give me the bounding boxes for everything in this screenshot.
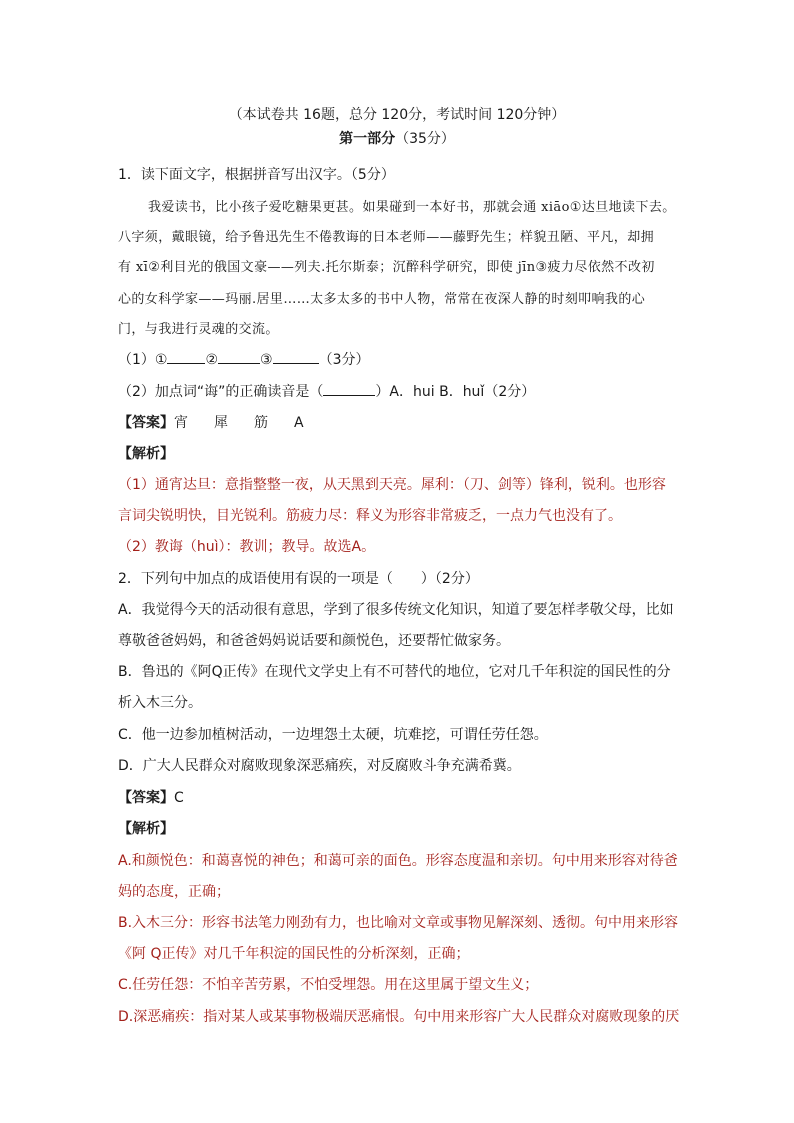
q2-analysis-line: C.任劳任怨：不怕辛苦劳累，不怕受埋怨。用在这里属于望文生义； [118, 977, 539, 993]
answer-blank-2[interactable] [218, 351, 260, 364]
q1-sub1-mark3: ③ [260, 352, 273, 368]
q2-answer [118, 787, 184, 807]
part-title-label: 第一部分 [339, 131, 396, 147]
answer-blank-4[interactable] [323, 383, 375, 396]
answer-value: 宵 [174, 415, 188, 431]
analysis-tag: 【解析】 [118, 446, 174, 462]
q1-analysis-line: 言词尖锐明快，目光锐利。筋疲力尽：释义为形容非常疲乏，一点力气也没有了。 [118, 508, 622, 524]
analysis-tag: 【解析】 [118, 821, 174, 837]
q2-option-line: C．他一边参加植树活动，一边埋怨土太硬，坑难挖，可谓任劳任怨。 [118, 727, 548, 743]
exam-info-note: （本试卷共 16题，总分 120分，考试时间 120分钟） [228, 107, 566, 123]
q1-sub1-prefix: （1）① [118, 352, 168, 368]
q2-analysis-line: A.和颜悦色：和蔼喜悦的神色；和蔼可亲的面色。形容态度温和亲切。句中用来形容对待爸 [118, 853, 678, 869]
q2-analysis-line: B.入木三分：形容书法笔力刚劲有力，也比喻对文章或事物见解深刻、透彻。句中用来形容 [118, 915, 679, 931]
q2-analysis-line: D.深恶痛疾：指对某人或某事物极端厌恶痛恨。句中用来形容广大人民群众对腐败现象的厌 [118, 1009, 680, 1025]
q1-passage-line: 有 xī②利目光的俄国文豪——列夫.托尔斯泰；沉醉科学研究，即使 jīn③疲力尽依然不改初 [118, 260, 655, 275]
q1-sub1-mark2: ② [205, 352, 219, 368]
q2-option-line: 析入木三分。 [118, 695, 202, 711]
answer-value: 犀 [214, 415, 228, 431]
q1-sub2-prefix: （2）加点词“诲”的正确读音是（ [118, 384, 324, 400]
q2-option-line: D．广大人民群众对腐败现象深恶痛疾，对反腐败斗争充满希冀。 [118, 758, 521, 774]
q1-sub1-score: （3分） [318, 352, 370, 368]
q2-option-line: A．我觉得今天的活动很有意思，学到了很多传统文化知识，知道了要怎样孝敬父母，比如 [118, 602, 674, 618]
q1-passage-line: 心的女科学家——玛丽.居里……太多太多的书中人物，常常在夜深人静的时刻叩响我的心 [118, 292, 646, 307]
q2-analysis-line: 《阿 Q正传》对几千年积淀的国民性的分析深刻，正确； [118, 946, 470, 962]
answer-value: C [174, 790, 184, 806]
answer-value: 筋 [254, 415, 268, 431]
q1-analysis-line: （2）教诲（huì）：教训；教导。故选A。 [118, 539, 376, 555]
q1-stem: 1．读下面文字，根据拼音写出汉字。（5分） [118, 167, 395, 183]
q2-analysis-line: 妈的态度，正确； [118, 884, 230, 900]
q1-passage-line: 八字须，戴眼镜，给予鲁迅先生不倦教诲的日本老师——藤野先生；样貌丑陋、平凡，却拥 [118, 230, 655, 245]
q2-option-line: B．鲁迅的《阿Q正传》在现代文学史上有不可替代的地位，它对几千年积淀的国民性的分 [118, 664, 671, 680]
q1-sub2 [118, 381, 535, 401]
q1-sub1 [118, 349, 370, 369]
answer-tag: 【答案】 [118, 790, 174, 806]
q1-passage-line: 我爱读书，比小孩子爱吃糖果更甚。如果碰到一本好书，那就会通 xiāo①达旦地读下去。 [148, 200, 676, 215]
q1-passage-line: 门，与我进行灵魂的交流。 [118, 322, 279, 337]
part-title-score: （35分） [395, 131, 455, 147]
answer-blank-1[interactable] [167, 351, 205, 364]
q2-option-line: 尊敬爸爸妈妈，和爸爸妈妈说话要和颜悦色，还要帮忙做家务。 [118, 633, 510, 649]
q1-analysis-line: （1）通宵达旦：意指整整一夜，从天黑到天亮。犀利：（刀、剑等）锋利，锐利。也形容 [118, 477, 666, 493]
q1-answer [118, 412, 304, 432]
answer-blank-3[interactable] [273, 351, 319, 364]
part-title [0, 128, 794, 148]
answer-tag: 【答案】 [118, 415, 174, 431]
q1-sub2-suffix: ）A．hui B．huǐ（2分） [375, 384, 536, 400]
answer-value: A [294, 415, 304, 431]
q2-stem: 2．下列句中加点的成语使用有误的一项是（ ）（2分） [118, 571, 479, 587]
